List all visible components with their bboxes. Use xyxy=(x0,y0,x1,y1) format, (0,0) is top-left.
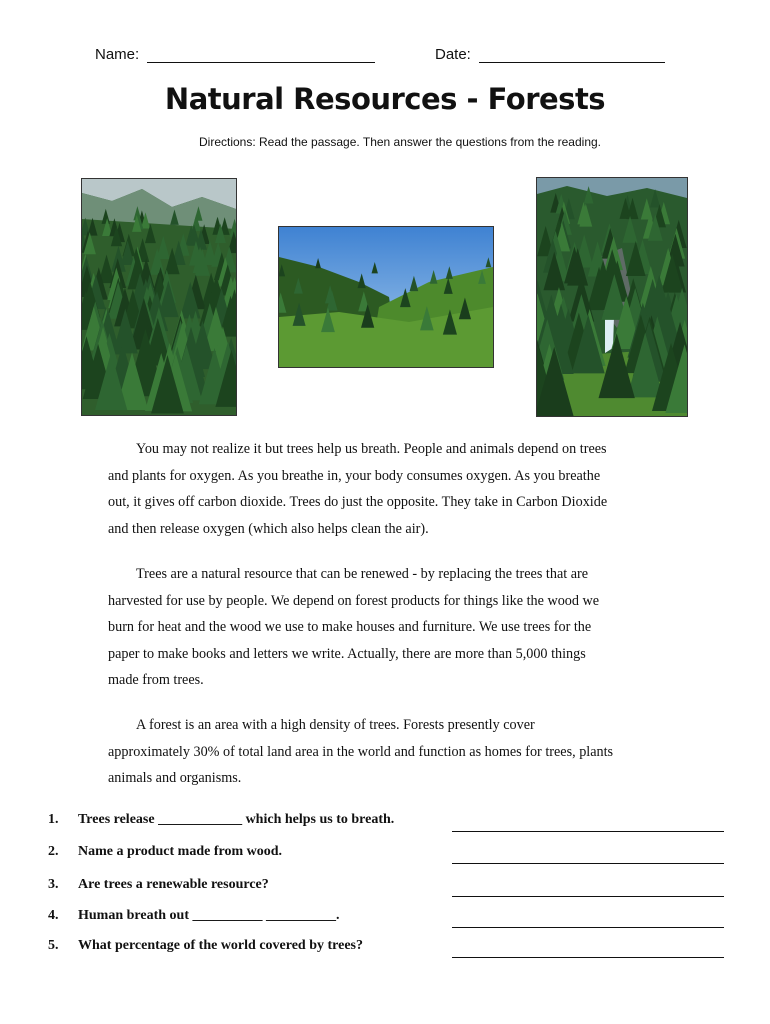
passage-line: approximately 30% of total land area in the world and function as homes for trees, plants xyxy=(108,743,614,760)
date-field[interactable] xyxy=(435,45,665,63)
passage-line: and plants for oxygen. As you breathe in, your body consumes oxygen. As you breathe xyxy=(108,467,601,484)
passage-line: burn for heat and the wood we use to make houses and furniture. We use trees for the xyxy=(108,619,592,635)
passage-paragraph-2 xyxy=(108,561,648,694)
passage-line: paper to make books and letters we write. Actually, there are more than 5,000 things xyxy=(108,645,586,662)
passage-line: harvested for use by people. We depend on forest products for things like the wood we xyxy=(108,592,600,609)
question-5 xyxy=(0,938,770,962)
passage-line: made from trees. xyxy=(108,672,204,688)
passage-line: animals and organisms. xyxy=(108,770,242,786)
forest-photo-3 xyxy=(536,177,688,417)
question-number: 5. xyxy=(48,938,59,953)
passage-paragraph-1 xyxy=(108,436,648,542)
question-1 xyxy=(0,812,770,836)
passage-line: Trees are a natural resource that can be renewed - by replacing the trees that are xyxy=(136,566,589,582)
question-text: Trees release ____________ which helps us to breath. xyxy=(78,812,395,827)
passage-line: and then release oxygen (which also helps clean the air). xyxy=(108,520,429,537)
question-number: 4. xyxy=(48,908,59,923)
header-row xyxy=(0,45,770,69)
passage-line: A forest is an area with a high density of trees. Forests presently cover xyxy=(136,717,535,733)
passage-line: You may not realize it but trees help us breath. People and animals depend on trees xyxy=(136,441,607,457)
name-label: Name: xyxy=(95,46,140,63)
answer-line-5[interactable] xyxy=(452,957,724,958)
question-text: What percentage of the world covered by trees? xyxy=(78,938,363,953)
answer-line-2[interactable] xyxy=(452,863,724,864)
date-blank-line[interactable] xyxy=(479,45,665,63)
answer-line-1[interactable] xyxy=(452,831,724,832)
question-number: 1. xyxy=(48,812,59,827)
answer-line-4[interactable] xyxy=(452,927,724,928)
name-blank-line[interactable] xyxy=(147,45,375,63)
question-3 xyxy=(0,877,770,901)
passage-line: out, it gives off carbon dioxide. Trees do just the opposite. They take in Carbon Dioxide xyxy=(108,494,608,510)
answer-line-3[interactable] xyxy=(452,896,724,897)
question-number: 2. xyxy=(48,844,59,859)
question-text: Name a product made from wood. xyxy=(78,844,283,859)
forest-photo-1 xyxy=(81,178,237,416)
directions-text: Directions: Read the passage. Then answer the questions from the reading. xyxy=(198,135,601,149)
question-text: Are trees a renewable resource? xyxy=(78,877,269,892)
question-2 xyxy=(0,844,770,868)
question-number: 3. xyxy=(48,877,59,892)
page-title: Natural Resources - Forests xyxy=(164,82,606,116)
passage-paragraph-3 xyxy=(108,712,648,792)
question-text: Human breath out __________ __________. xyxy=(78,908,340,923)
question-4 xyxy=(0,908,770,932)
name-field[interactable] xyxy=(95,45,375,63)
forest-photo-2 xyxy=(278,226,494,368)
date-label: Date: xyxy=(435,46,471,63)
